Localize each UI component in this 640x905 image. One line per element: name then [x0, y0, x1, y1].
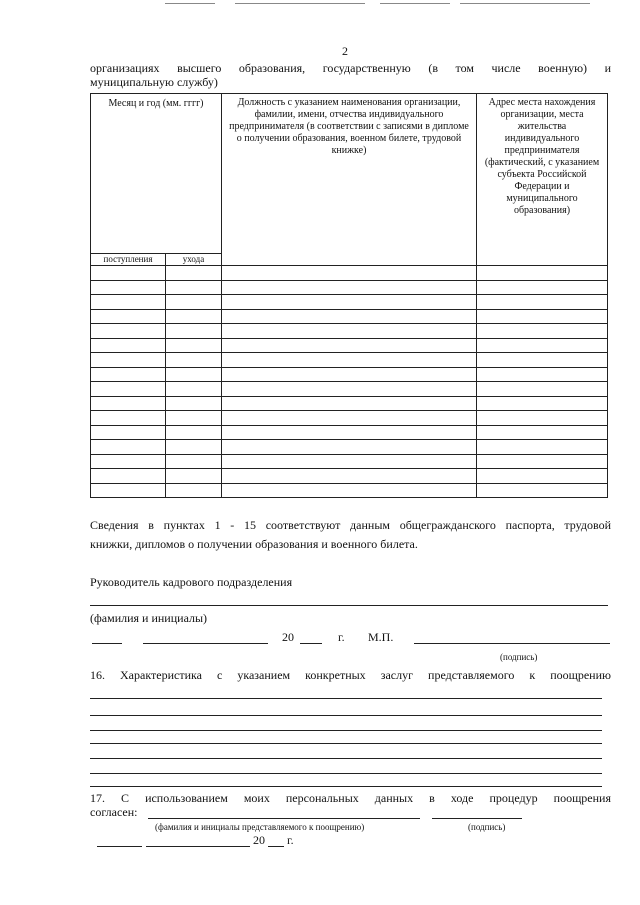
cell-position[interactable] — [222, 425, 477, 440]
col-month-year-header — [91, 94, 222, 254]
cell-end[interactable] — [166, 483, 222, 498]
cell-position[interactable] — [222, 440, 477, 455]
cell-start[interactable] — [91, 382, 166, 397]
characteristic-line[interactable] — [90, 786, 602, 787]
col-start-header — [91, 254, 166, 266]
cell-end[interactable] — [166, 469, 222, 484]
hr-stamp-label: М.П. — [368, 630, 394, 644]
table-row — [91, 483, 608, 498]
cell-end[interactable] — [166, 266, 222, 281]
cell-end[interactable] — [166, 280, 222, 295]
cell-address[interactable] — [477, 367, 608, 382]
col-month-year-title: Месяц и год (мм. гггг) — [108, 98, 204, 109]
characteristic-line[interactable] — [90, 730, 602, 731]
table-row — [91, 469, 608, 484]
hr-day-line[interactable] — [92, 643, 122, 644]
table-row — [91, 295, 608, 310]
characteristic-line[interactable] — [90, 715, 602, 716]
characteristic-line[interactable] — [90, 698, 602, 699]
note-line-2: книжки, дипломов о получении образования и военного билета. — [90, 537, 418, 551]
cell-position[interactable] — [222, 454, 477, 469]
hr-signature-line[interactable] — [414, 643, 610, 644]
consent-name-caption: (фамилия и инициалы представляемого к поощрению) — [155, 822, 365, 832]
cell-end[interactable] — [166, 454, 222, 469]
hr-month-line[interactable] — [143, 643, 268, 644]
cell-position[interactable] — [222, 367, 477, 382]
intro-line-2: муниципальную службу) — [90, 75, 218, 89]
cell-start[interactable] — [91, 425, 166, 440]
table-row — [91, 338, 608, 353]
cell-position[interactable] — [222, 382, 477, 397]
note-line-1: Сведения в пунктах 1 - 15 соответствуют данным общегражданского паспорта, трудовой — [90, 518, 611, 532]
consent-name-line[interactable] — [148, 818, 420, 819]
cell-end[interactable] — [166, 440, 222, 455]
section16-title: 16. Характеристика с указанием конкретных заслуг представляемого к поощрению — [90, 668, 611, 682]
cell-position[interactable] — [222, 280, 477, 295]
cell-address[interactable] — [477, 280, 608, 295]
cell-end[interactable] — [166, 382, 222, 397]
cell-start[interactable] — [91, 411, 166, 426]
cell-address[interactable] — [477, 454, 608, 469]
intro-line-1: организациях высшего образования, государственную (в том числе военную) и — [90, 61, 611, 75]
page-number: 2 — [342, 44, 348, 58]
col-end-header — [166, 254, 222, 266]
cell-address[interactable] — [477, 324, 608, 339]
cell-position[interactable] — [222, 338, 477, 353]
cell-end[interactable] — [166, 324, 222, 339]
section17-line-2: согласен: — [90, 805, 138, 819]
col-end-title: ухода — [182, 254, 205, 264]
table-row — [91, 266, 608, 281]
scan-artifact — [165, 3, 215, 4]
table-row — [91, 353, 608, 368]
cell-address[interactable] — [477, 411, 608, 426]
cell-position[interactable] — [222, 295, 477, 310]
consent-signature-line[interactable] — [432, 818, 522, 819]
section17-line-1: 17. С использованием моих персональных данных в ходе процедур поощрения — [90, 791, 611, 805]
consent-signature-caption: (подпись) — [468, 822, 506, 832]
cell-position[interactable] — [222, 309, 477, 324]
cell-start[interactable] — [91, 483, 166, 498]
cell-start[interactable] — [91, 396, 166, 411]
table-row — [91, 440, 608, 455]
cell-position[interactable] — [222, 396, 477, 411]
table-row — [91, 367, 608, 382]
consent-day-line[interactable] — [97, 846, 142, 847]
cell-start[interactable] — [91, 469, 166, 484]
hr-year-prefix: 20 — [282, 630, 294, 644]
cell-position[interactable] — [222, 353, 477, 368]
cell-address[interactable] — [477, 483, 608, 498]
cell-address[interactable] — [477, 266, 608, 281]
characteristic-line[interactable] — [90, 743, 602, 744]
consent-year-prefix: 20 — [253, 833, 265, 847]
hr-head-label: Руководитель кадрового подразделения — [90, 575, 293, 589]
cell-position[interactable] — [222, 266, 477, 281]
cell-address[interactable] — [477, 396, 608, 411]
cell-address[interactable] — [477, 382, 608, 397]
scan-artifact — [460, 3, 590, 4]
table-row — [91, 382, 608, 397]
cell-address[interactable] — [477, 295, 608, 310]
cell-start[interactable] — [91, 440, 166, 455]
cell-address[interactable] — [477, 469, 608, 484]
hr-head-name-caption: (фамилия и инициалы) — [90, 611, 208, 625]
table-row — [91, 411, 608, 426]
cell-start[interactable] — [91, 295, 166, 310]
cell-address[interactable] — [477, 440, 608, 455]
characteristic-line[interactable] — [90, 758, 602, 759]
table-row — [91, 324, 608, 339]
cell-start[interactable] — [91, 353, 166, 368]
scan-artifact — [235, 3, 365, 4]
consent-year-line[interactable] — [268, 846, 284, 847]
cell-end[interactable] — [166, 411, 222, 426]
table-body — [91, 266, 608, 498]
col-start-title: поступления — [103, 254, 153, 264]
consent-month-line[interactable] — [146, 846, 250, 847]
table-row — [91, 280, 608, 295]
hr-head-name-line[interactable] — [90, 605, 608, 606]
cell-start[interactable] — [91, 309, 166, 324]
cell-address[interactable] — [477, 353, 608, 368]
hr-year-suffix: г. — [338, 630, 345, 644]
cell-end[interactable] — [166, 295, 222, 310]
cell-position[interactable] — [222, 324, 477, 339]
col-position-title: Должность с указанием наименования организации, фамилии, имени, отчества индивидуального предпринимателя (в соответствии с записями в дипломе о получении образования, военном билете, трудовой книжке) — [229, 97, 469, 156]
cell-end[interactable] — [166, 338, 222, 353]
cell-address[interactable] — [477, 425, 608, 440]
cell-start[interactable] — [91, 280, 166, 295]
col-address-header — [477, 94, 608, 266]
cell-start[interactable] — [91, 367, 166, 382]
table-row — [91, 309, 608, 324]
cell-position[interactable] — [222, 483, 477, 498]
cell-start[interactable] — [91, 454, 166, 469]
cell-start[interactable] — [91, 266, 166, 281]
scan-artifact — [380, 3, 450, 4]
cell-position[interactable] — [222, 411, 477, 426]
employment-table — [90, 93, 608, 498]
table-row — [91, 454, 608, 469]
cell-end[interactable] — [166, 367, 222, 382]
col-address-title: Адрес места нахождения организации, места жительства индивидуального предпринимателя (фактический, с указанием субъекта Российской Федерации и муниципального образования) — [484, 97, 600, 216]
cell-end[interactable] — [166, 396, 222, 411]
hr-signature-caption: (подпись) — [500, 652, 538, 662]
table-row — [91, 396, 608, 411]
hr-year-line[interactable] — [300, 643, 322, 644]
cell-end[interactable] — [166, 353, 222, 368]
cell-address[interactable] — [477, 338, 608, 353]
cell-start[interactable] — [91, 338, 166, 353]
characteristic-line[interactable] — [90, 773, 602, 774]
cell-address[interactable] — [477, 309, 608, 324]
cell-end[interactable] — [166, 425, 222, 440]
cell-position[interactable] — [222, 469, 477, 484]
cell-start[interactable] — [91, 324, 166, 339]
consent-year-suffix: г. — [287, 833, 294, 847]
table-row — [91, 425, 608, 440]
cell-end[interactable] — [166, 309, 222, 324]
col-position-header — [222, 94, 477, 266]
